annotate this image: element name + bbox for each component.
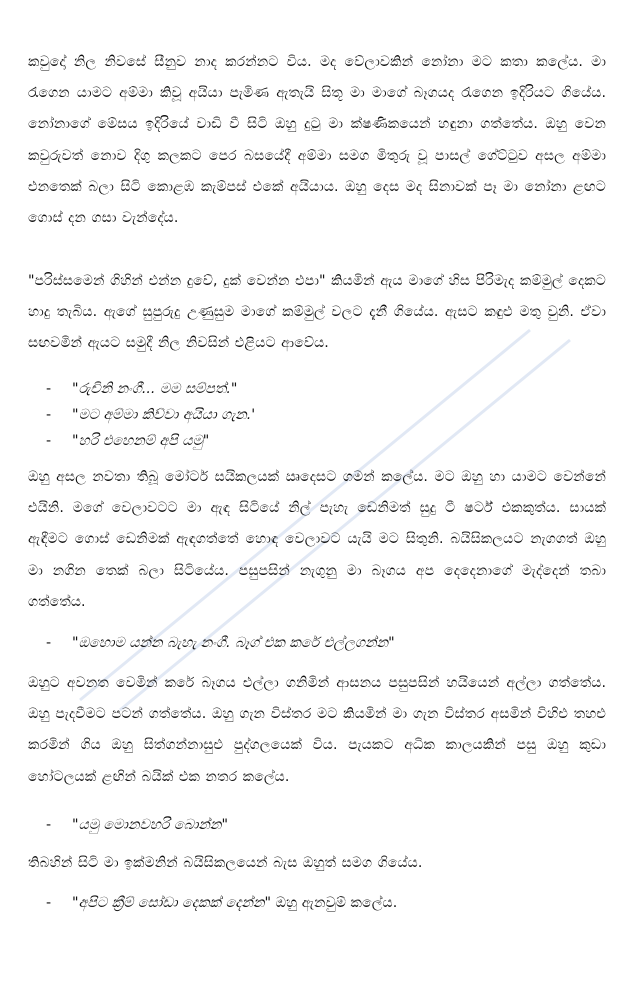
- paragraph-3: ඔහු අසල නවතා තිබූ මෝටර් සයිකලයක් ඍදෙසට ගමන් කලේය. මට ඔහු හා යාමට වෙන්නේ එයිනි. මගේ වෙලාවටට මා ඇඳ සිටියේ නිල් පැහැ ඩෙනිමත් සුදු ටී ෂර්ට් එකකුත්ය. සායක් ඇඳීමට ගොස් ඩෙනිමක් ඇඳගත්තේ හොඳ වෙලාවට යැයි මට සිතුනි. බයිසිකලයට නැගගත් ඔහු මා නගින තෙක් බලා සිටියේය. පසුපසින් නැගුනු මා බෑගය අප දෙදෙනාගේ මැද්දෙන් තබා ගත්තේය.: [28, 469, 606, 610]
- dialogue-line: [46, 888, 606, 919]
- dialogue-dash: -: [46, 635, 52, 651]
- dialogue-dash: -: [46, 407, 52, 423]
- paragraph-5: තිබහින් සිටි මා ඉක්මනින් බයිසිකලයෙන් බැස ඔහුත් සමග ගියේය.: [28, 855, 423, 871]
- dialogue-dash: -: [46, 817, 52, 833]
- dialogue-narration: ඔහු ඇනවුම් කලේය.: [275, 895, 398, 911]
- dialogue-line: [46, 628, 606, 659]
- paragraph-4: ඔහුට අවනත වෙමින් කරේ බෑගය එල්ලා ගනිමින් ආසනය පසුපසින් හයියෙන් අල්ලා ගත්තේය. ඔහු පැදවීමට පටන් ගත්තේය. ඔහු ගැන විස්තර මට කියමින් මා ගැන විස්තර අසමින් විහිළු තහළු කරමින් ගිය ඔහු සිත්ගන්නාසුළු පුද්ගලයෙක් විය. පැයකට අධික කාලයකින් පසු ඔහු කුඩා හෝටලයක් ළඟින් බයික් එක නතර කලේය.: [28, 675, 606, 785]
- dialogue-text: "මට අම්මා කිව්වා අයියා ගැන.': [72, 407, 256, 423]
- dialogue-text: "රුචිනි නංගී... මම සම්පත්.": [72, 381, 238, 397]
- dialogue-dash: -: [46, 895, 52, 911]
- paragraph-2: "පරිස්සමෙන් ගිහින් එන්න දුවේ, දුක් වෙන්න එපා" කියමින් ඇය මාගේ හිස පිරිමැද කම්මුල් දෙකට හාදු තැබිය. ඇගේ සුපුරුදු උණුසුම මාගේ කම්මුල් වලට දැනී ගියේය. ඇසට කඳුළු මතු වුනි. ඒවා සඟවමින් ඇයට සමුදී නිල නිවසින් එළියට ආවේය.: [28, 273, 606, 352]
- dialogue-text: "හරි එහෙනම් අපි යමු": [72, 433, 210, 449]
- paragraph-1: කවුදෝ නිල නිවසේ සීනුව නාද කරන්නට විය. මද වේලාවකින් නෝනා මට කතා කලේය. මා රැගෙන යාමට අම්මා කිවූ අයියා පැමිණ ඇතැයි සිතූ මා මාගේ බෑගයද රැගෙන ඉදිරියට ගියේය. නෝනාගේ මේසය ඉදිරියේ වාඩි වී සිටි ඔහු දුටු මා ක්ෂණිකයෙන් හඳුනා ගත්තේය. ඔහු වෙන කවුරුවත් නොව දිගු කලකට පෙර බසයේදී අම්මා සමග මිතුරු වූ පාසල් ගේට්ටුව අසල අම්මා එනතෙක් බලා සිටි කොළඹ කැම්පස් එකේ අයියාය. ඔහු දෙස මද සිනාවක් පෑ මා නෝනා ළඟට ගොස් දන ගසා වැන්දේය.: [28, 54, 606, 227]
- dialogue-line: [46, 810, 606, 841]
- dialogue-dash: -: [46, 433, 52, 449]
- dialogue-dash: -: [46, 381, 52, 397]
- dialogue-line: [46, 426, 606, 457]
- dialogue-text: "අපිට ක්‍රීම් සෝඩා දෙකක් දෙන්න": [72, 895, 272, 911]
- dialogue-text: "යමු මොනවහරි බොන්න": [72, 817, 228, 833]
- dialogue-text: "ඔහොම යන්න බැහැ නංගී. බෑග් එක කරේ එල්ලගන්න": [72, 635, 395, 651]
